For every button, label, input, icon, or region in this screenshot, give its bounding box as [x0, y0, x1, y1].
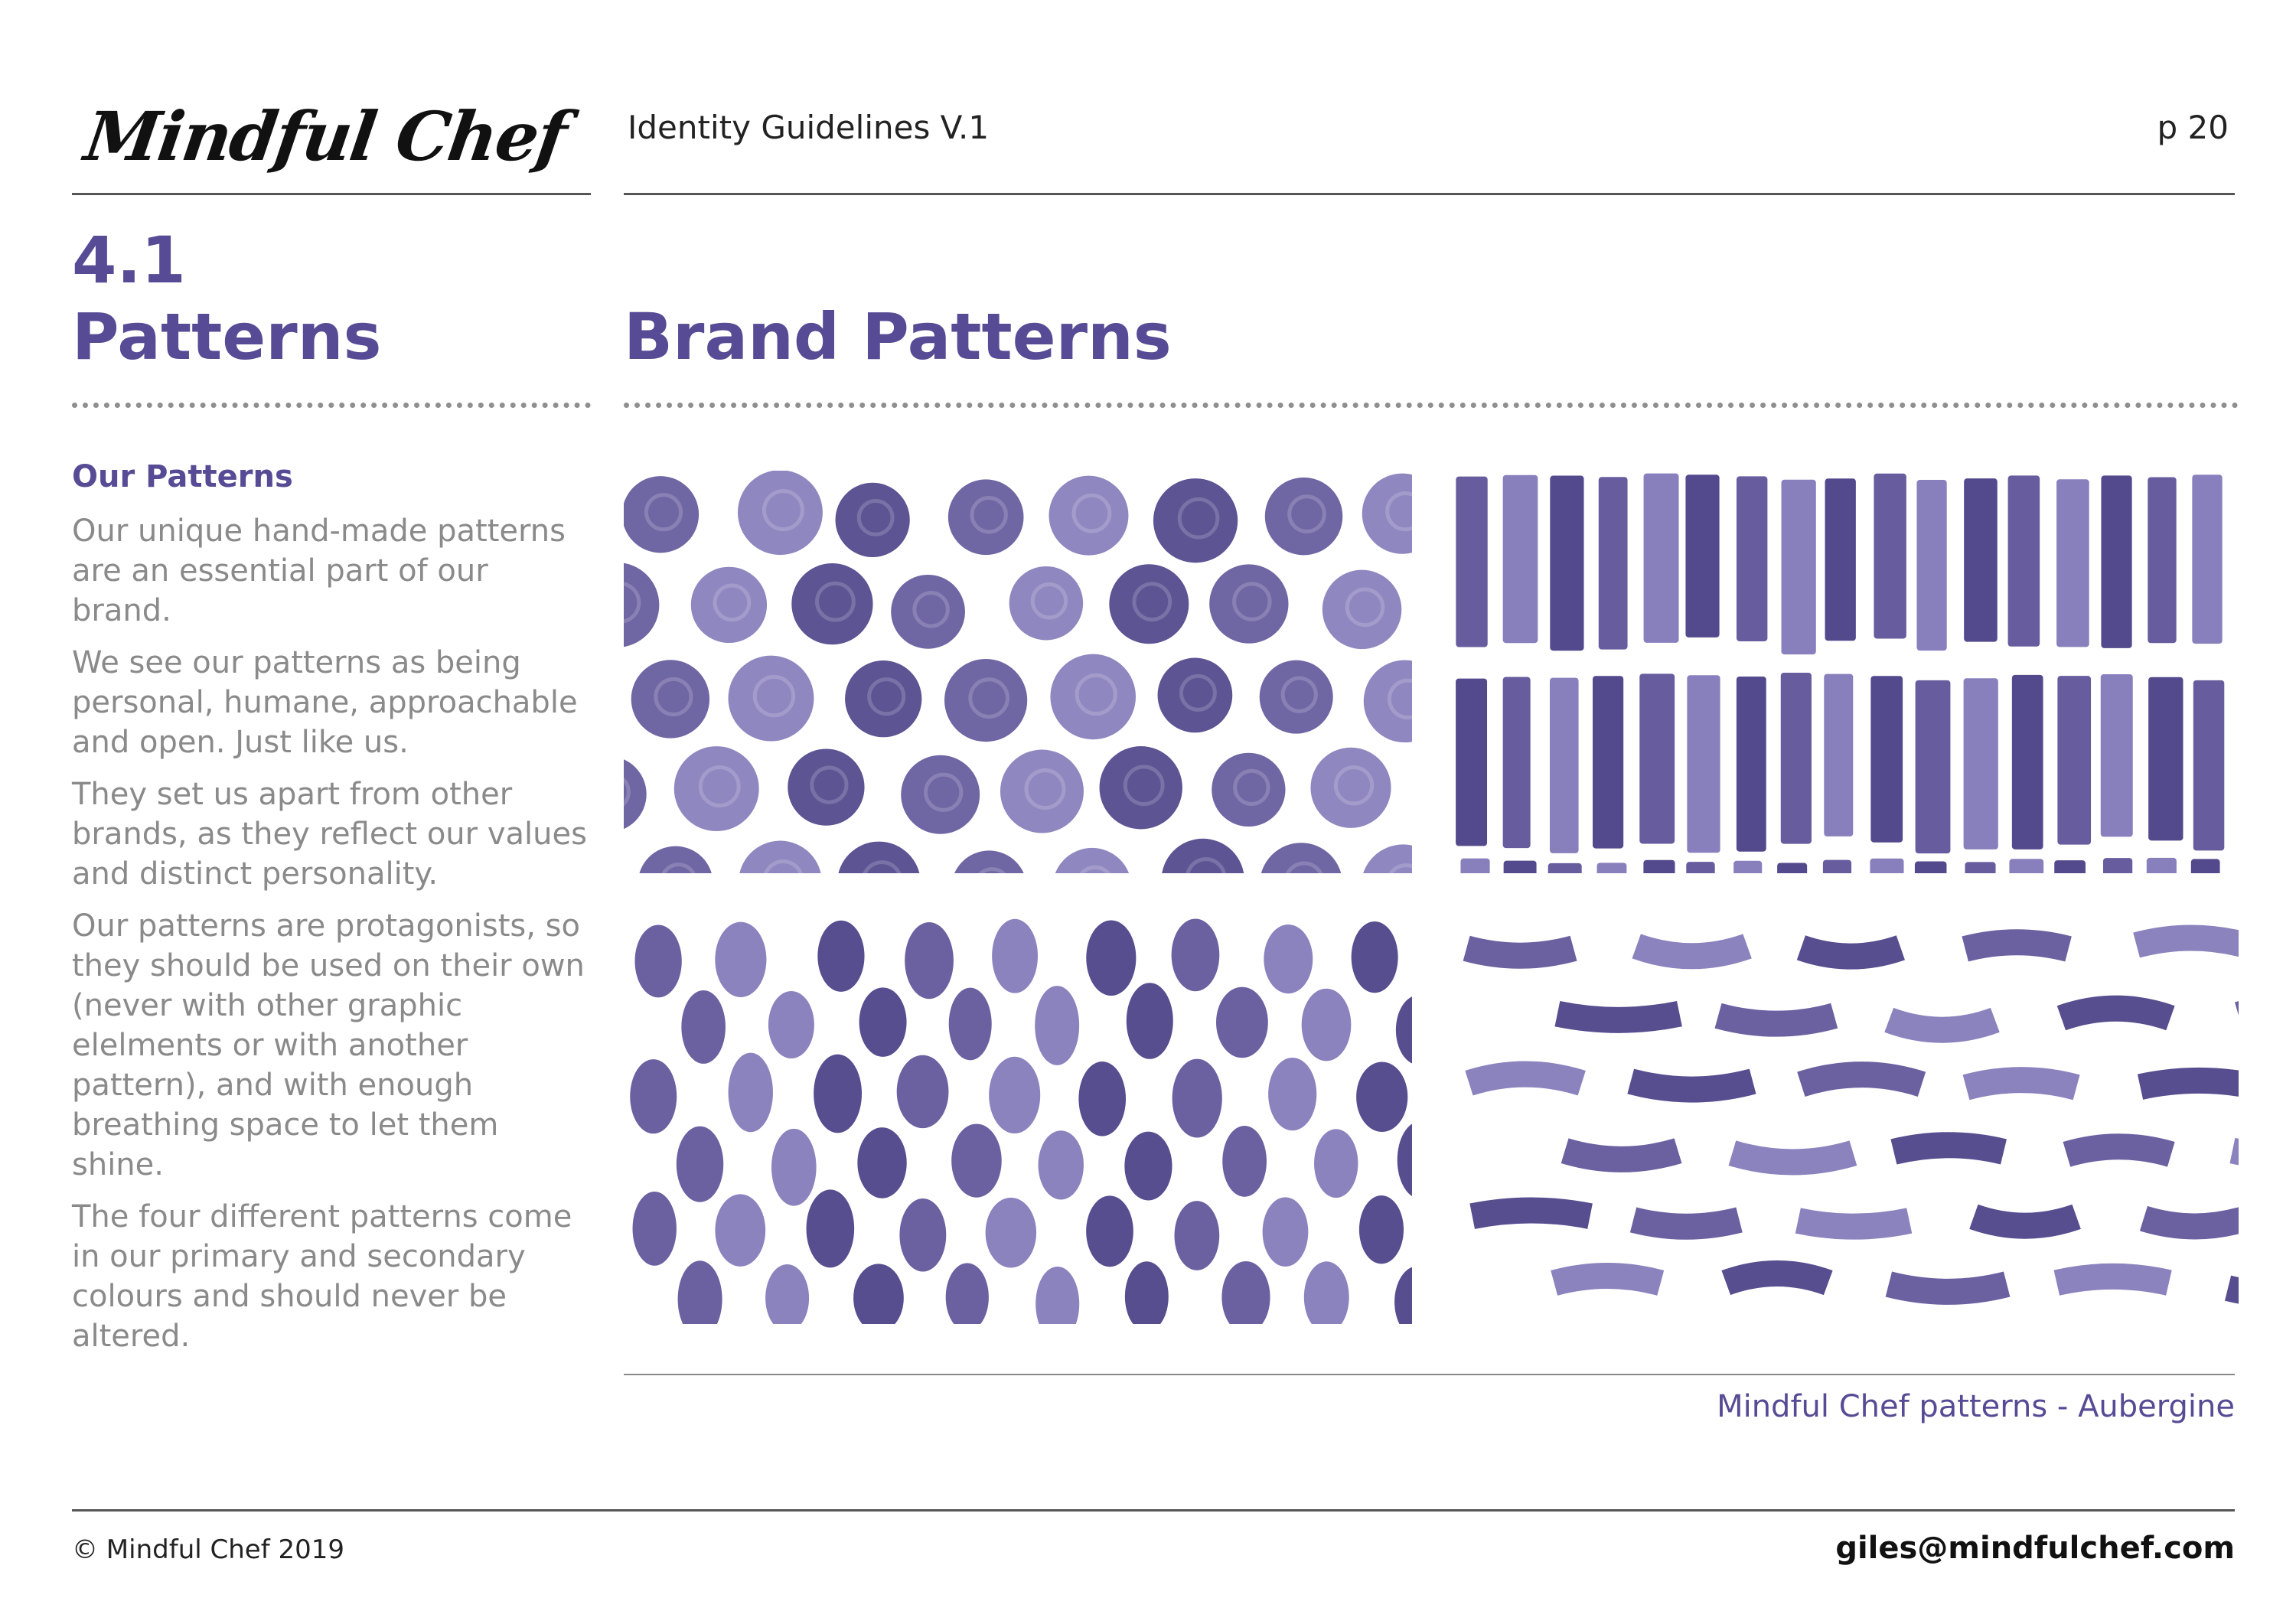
brush-oval: [807, 1189, 855, 1267]
brush-bar: [1548, 863, 1582, 873]
brush-bar: [1777, 863, 1807, 873]
brush-oval: [633, 1192, 677, 1266]
brush-circle: [1009, 566, 1084, 641]
section-name: Patterns: [72, 299, 382, 374]
brush-curve: [1801, 947, 1900, 956]
brush-bar: [2103, 858, 2132, 873]
brush-oval: [1172, 919, 1220, 992]
brush-bar: [2193, 680, 2225, 851]
brush-circle: [791, 563, 872, 644]
brush-oval: [1314, 1129, 1358, 1198]
brush-bar: [1874, 474, 1906, 639]
brush-oval: [1175, 1201, 1220, 1270]
brush-curve: [1466, 948, 1574, 956]
brush-bar: [1599, 477, 1628, 649]
brush-curve: [1633, 1220, 1739, 1227]
brush-curve: [2056, 1277, 2169, 1283]
brush-oval: [1086, 920, 1136, 996]
brush-bar: [1597, 863, 1627, 873]
brush-oval: [853, 1264, 904, 1324]
brush-oval: [814, 1055, 862, 1133]
brush-bar: [1733, 861, 1762, 873]
brush-curve: [2061, 1009, 2170, 1019]
brush-oval: [630, 1059, 677, 1133]
sidebar-paragraph: They set us apart from other brands, as they reflect our values and distinct personality.: [72, 777, 587, 892]
brush-bar: [2148, 477, 2176, 643]
brush-oval: [1394, 1266, 1412, 1324]
brush-curve: [1801, 1075, 1922, 1084]
brush-oval: [1216, 987, 1268, 1058]
brush-oval: [1124, 1132, 1172, 1201]
mindful-chef-logo: Mindful Chef: [80, 96, 571, 176]
brush-oval: [1035, 1267, 1079, 1324]
brush-circle: [624, 476, 699, 553]
brush-circle: [948, 479, 1024, 555]
brush-bar: [1781, 673, 1812, 844]
brush-oval: [857, 1127, 906, 1198]
brush-oval: [1263, 1197, 1309, 1267]
brush-bar: [1916, 680, 1951, 853]
brush-oval: [1127, 983, 1173, 1059]
brush-oval: [1172, 1059, 1222, 1138]
sidebar-paragraph: Our unique hand-made patterns are an essential part of our brand.: [72, 514, 566, 628]
brush-curve: [1889, 1284, 2007, 1292]
caption-rule: [624, 1374, 2235, 1375]
brush-oval: [986, 1198, 1036, 1268]
brush-curve: [2066, 1146, 2170, 1154]
brush-circle: [739, 841, 822, 873]
brush-oval: [817, 921, 864, 992]
brush-circle: [1109, 564, 1189, 644]
brush-oval: [1356, 1061, 1407, 1131]
brush-curve: [1557, 1014, 1680, 1020]
document-title: Identity Guidelines V.1: [628, 109, 990, 146]
brush-oval: [1264, 925, 1313, 993]
circles-pattern-graphic: [624, 471, 1412, 873]
brush-curve: [2141, 1081, 2239, 1087]
brush-circle: [845, 660, 921, 737]
brush-oval: [634, 925, 681, 997]
brush-curve: [1554, 1276, 1661, 1283]
brush-oval: [905, 922, 954, 999]
brush-oval: [951, 1123, 1002, 1197]
sidebar-body: [72, 511, 592, 1368]
brush-circle: [1050, 654, 1136, 740]
brush-curve: [1473, 1210, 1590, 1216]
brush-curve: [1565, 1151, 1678, 1159]
brush-bar: [1823, 860, 1851, 873]
brush-oval: [1039, 1130, 1084, 1199]
brush-circle: [1322, 570, 1401, 649]
brush-oval: [859, 987, 907, 1057]
brush-circle: [1161, 839, 1244, 873]
brush-oval: [729, 1053, 773, 1133]
brush-curve: [1631, 1081, 1753, 1090]
brush-oval: [1397, 1121, 1412, 1198]
brush-bar: [1824, 674, 1853, 836]
brush-curve: [1636, 946, 1747, 956]
brush-circle: [631, 660, 709, 738]
brush-curve: [1718, 1016, 1835, 1023]
sidebar-paragraph: Our patterns are protagonists, so they should be used on their own (never with other graphic elelments or with another pattern), and with enough breathing space to let them shine.: [72, 908, 585, 1182]
brush-circle: [638, 846, 713, 873]
brush-bar: [1503, 677, 1531, 849]
brush-curve: [1974, 1217, 2076, 1226]
pattern-vertical-strokes: [1450, 471, 2239, 873]
sidebar-paragraph: We see our patterns as being personal, humane, approachable and open. Just like us.: [72, 645, 578, 760]
brush-circle: [1260, 843, 1342, 873]
brush-bar: [1825, 478, 1856, 641]
brush-circle: [1100, 746, 1182, 829]
sidebar-paragraph: The four different patterns come in our primary and secondary colours and should never be altered.: [72, 1199, 572, 1354]
brush-bar: [1915, 862, 1947, 873]
brush-bar: [1550, 476, 1583, 651]
brush-bar: [1964, 478, 1998, 641]
brush-curve: [2144, 1218, 2239, 1226]
brush-bar: [2148, 677, 2183, 841]
brush-bar: [2056, 479, 2089, 647]
brush-bar: [2192, 474, 2222, 644]
brush-circle: [674, 746, 759, 831]
pattern-ovals: [624, 918, 1412, 1324]
brush-bar: [1737, 677, 1766, 852]
contact-email: giles@mindfulchef.com: [1835, 1531, 2235, 1566]
brush-curve: [1798, 1221, 1909, 1227]
brush-circle: [1212, 753, 1285, 827]
brush-circle: [738, 471, 823, 555]
brush-circle: [944, 659, 1027, 742]
brush-bar: [1550, 678, 1579, 853]
brush-bar: [2009, 859, 2043, 873]
brush-bar: [1644, 474, 1679, 643]
brush-oval: [949, 988, 992, 1061]
brush-curve: [1732, 1153, 1853, 1163]
brush-curve: [1889, 1020, 1995, 1030]
brush-bar: [2101, 674, 2133, 836]
brush-bar: [1639, 673, 1675, 843]
brush-bar: [1460, 859, 1489, 873]
brush-oval: [899, 1198, 946, 1272]
brush-oval: [771, 1129, 817, 1206]
brush-circle: [1209, 564, 1288, 643]
pattern-caption: Mindful Chef patterns - Aubergine: [1717, 1389, 2235, 1424]
brush-bar: [1504, 861, 1537, 873]
brush-circle: [891, 575, 965, 649]
page-number: p 20: [2157, 109, 2229, 146]
brush-circle: [691, 567, 767, 643]
brush-bar: [2147, 858, 2177, 873]
brush-circle: [624, 563, 659, 647]
brush-oval: [1222, 1126, 1267, 1197]
brush-curve: [1893, 1145, 2004, 1152]
brush-circle: [836, 483, 910, 557]
brush-oval: [715, 1194, 765, 1266]
brush-bar: [1870, 676, 1903, 843]
brush-curve: [1726, 1273, 1828, 1283]
brush-circle: [1361, 844, 1412, 873]
curved-strokes-pattern-graphic: [1450, 918, 2239, 1324]
copyright: © Mindful Chef 2019: [72, 1534, 345, 1565]
brush-oval: [897, 1055, 949, 1129]
brush-oval: [765, 1264, 809, 1324]
brush-bar: [2057, 676, 2091, 844]
brush-oval: [678, 1260, 722, 1324]
brush-bar: [1643, 860, 1675, 873]
brush-bar: [1456, 477, 1487, 647]
brush-circle: [1158, 658, 1233, 733]
dotted-divider-right: [624, 403, 2239, 408]
brush-oval: [1359, 1195, 1404, 1264]
brush-bar: [2101, 475, 2131, 648]
brush-oval: [715, 922, 766, 997]
brush-bar: [2191, 859, 2220, 873]
page-title: Brand Patterns: [624, 299, 1172, 374]
header-rule-right: [624, 193, 2235, 195]
brush-circle: [901, 755, 980, 834]
brush-circle: [788, 748, 864, 825]
brush-bar: [1456, 679, 1487, 846]
brush-bar: [1965, 862, 1995, 873]
brush-bar: [1687, 675, 1720, 853]
footer-rule: [72, 1509, 2235, 1511]
brush-bar: [1916, 480, 1946, 651]
section-number: 4.1: [72, 223, 186, 298]
brush-oval: [1396, 995, 1412, 1065]
brush-oval: [1078, 1061, 1126, 1136]
brush-circle: [1260, 660, 1333, 734]
brush-bar: [1782, 480, 1816, 654]
brush-oval: [677, 1127, 723, 1202]
brush-bar: [1870, 859, 1903, 873]
pattern-curved-strokes: [1450, 918, 2239, 1324]
brush-oval: [1352, 921, 1398, 993]
brush-oval: [1302, 989, 1352, 1061]
brush-curve: [1965, 942, 2069, 949]
brush-circle: [1265, 478, 1343, 555]
brush-bar: [1964, 678, 1998, 850]
pattern-circles: [624, 471, 1412, 873]
brush-oval: [946, 1263, 989, 1324]
brush-oval: [1125, 1261, 1169, 1324]
header-rule-left: [72, 193, 591, 195]
brush-circle: [1000, 750, 1084, 833]
brush-curve: [2228, 1288, 2239, 1295]
brush-oval: [681, 990, 726, 1064]
brush-bar: [2054, 860, 2086, 873]
brush-oval: [1086, 1195, 1133, 1267]
vertical-strokes-pattern-graphic: [1450, 471, 2239, 873]
brush-curve: [1966, 1080, 2076, 1088]
ovals-pattern-graphic: [624, 918, 1412, 1324]
brush-circle: [837, 842, 921, 873]
brush-circle: [728, 656, 814, 742]
brush-bar: [1593, 676, 1623, 848]
brush-bar: [2008, 475, 2040, 646]
dotted-divider-left: [72, 403, 591, 408]
brush-curve: [2137, 938, 2239, 945]
brush-curve: [2232, 1151, 2239, 1157]
brush-oval: [768, 991, 814, 1058]
brush-oval: [1035, 986, 1079, 1065]
brush-oval: [1304, 1261, 1349, 1324]
brush-circle: [1153, 478, 1238, 563]
brush-circle: [1310, 748, 1391, 828]
brush-bar: [1685, 474, 1719, 638]
brush-curve: [1469, 1075, 1581, 1084]
brush-bar: [1503, 475, 1538, 643]
brush-bar: [2012, 675, 2043, 850]
brush-bar: [1737, 476, 1767, 641]
brush-bar: [1686, 862, 1714, 873]
brush-oval: [989, 1057, 1040, 1133]
brush-oval: [992, 919, 1038, 993]
sidebar-heading: Our Patterns: [72, 459, 293, 494]
brush-oval: [1221, 1261, 1270, 1324]
brush-circle: [1049, 476, 1128, 556]
brush-oval: [1268, 1058, 1316, 1130]
